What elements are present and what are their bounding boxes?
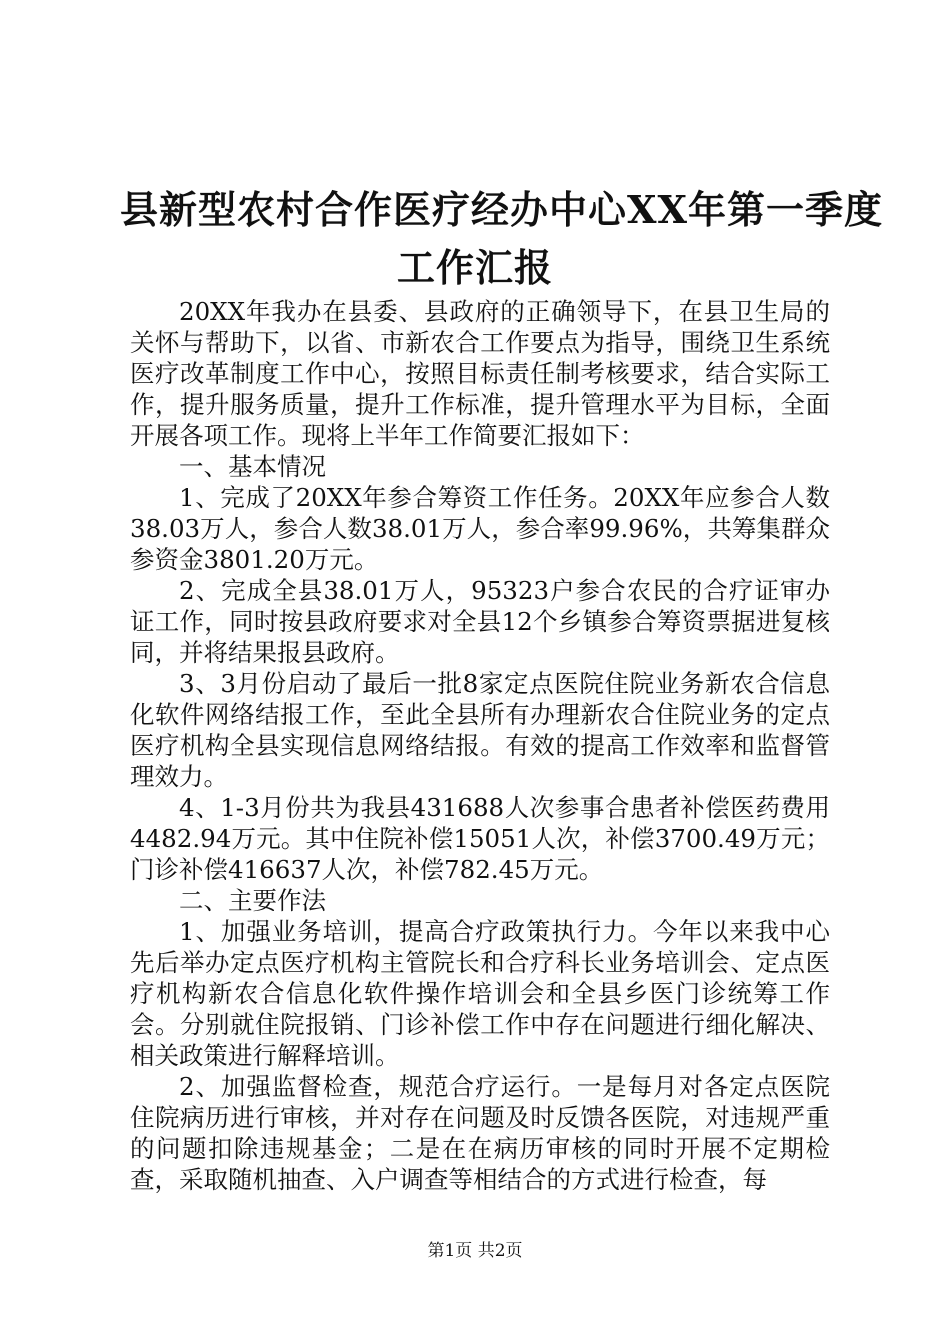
- paragraph-intro: 20XX年我办在县委、县政府的正确领导下，在县卫生局的关怀与帮助下，以省、市新农合工作要点为指导，围绕卫生系统医疗改革制度工作中心，按照目标责任制考核要求，结合实际工作，提升服务质量，提升工作标准，提升管理水平为目标，全面开展各项工作。现将上半年工作简要汇报如下：: [130, 297, 830, 450]
- paragraph-item-2: 2、完成全县38.01万人，95323户参合农民的合疗证审办证工作，同时按县政府要求对全县12个乡镇参合筹资票据进复核同，并将结果报县政府。: [130, 576, 830, 667]
- section-heading-main-methods: 二、主要作法: [179, 886, 326, 915]
- paragraph-method-1: 1、加强业务培训，提高合疗政策执行力。今年以来我中心先后举办定点医疗机构主管院长和合疗科长业务培训会、定点医疗机构新农合信息化软件操作培训会和全县乡医门诊统筹工作会。分别就住院报销、门诊补偿工作中存在问题进行细化解决、相关政策进行解释培训。: [130, 917, 830, 1070]
- document-body: [130, 296, 830, 1195]
- paragraph-item-1: 1、完成了20XX年参合筹资工作任务。20XX年应参合人数38.03万人，参合人数38.01万人，参合率99.96%，共筹集群众参资金3801.20万元。: [130, 483, 830, 574]
- section-heading-basic-situation: 一、基本情况: [179, 452, 326, 481]
- page-footer: 第1页 共2页: [427, 1241, 523, 1261]
- document-title-line-2: 工作汇报: [396, 245, 553, 290]
- paragraph-item-4: 4、1-3月份共为我县431688人次参事合患者补偿医药费用4482.94万元。其中住院补偿15051人次，补偿3700.49万元；门诊补偿416637人次，补偿782.45万元。: [130, 793, 830, 884]
- paragraph-item-3: 3、3月份启动了最后一批8家定点医院住院业务新农合信息化软件网络结报工作，至此全县所有办理新农合住院业务的定点医疗机构全县实现信息网络结报。有效的提高工作效率和监督管理效力。: [130, 669, 830, 791]
- paragraph-method-2: 2、加强监督检查，规范合疗运行。一是每月对各定点医院住院病历进行审核，并对存在问题及时反馈各医院，对违规严重的问题扣除违规基金；二是在在病历审核的同时开展不定期检查，采取随机抽查、入户调查等相结合的方式进行检查，每: [130, 1072, 830, 1194]
- document-title-line-1: 县新型农村合作医疗经办中心XX年第一季度: [120, 187, 883, 232]
